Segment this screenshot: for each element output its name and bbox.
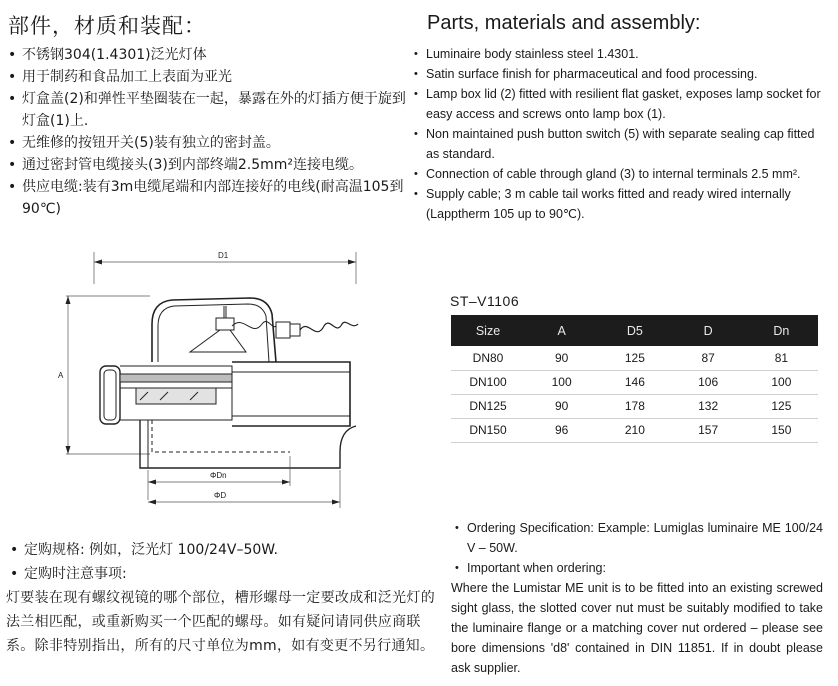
- list-item: • 灯盒盖(2)和弹性平垫圈装在一起，暴露在外的灯插方便于旋到灯盒(1)上.: [6, 88, 416, 132]
- luminaire-technical-drawing: [40, 244, 430, 516]
- table-cell: 87: [672, 346, 745, 370]
- table-cell: 157: [672, 418, 745, 442]
- list-item: • Satin surface finish for pharmaceutical and food processing.: [414, 64, 826, 84]
- list-item: • Luminaire body stainless steel 1.4301.: [414, 44, 826, 64]
- list-item: • 定购规格: 例如，泛光灯 100/24V–50W.: [6, 538, 438, 562]
- table-header-cell: D: [672, 315, 745, 346]
- table-cell: DN100: [451, 370, 525, 394]
- specification-table: [451, 315, 818, 443]
- list-item: • Connection of cable through gland (3) to internal terminals 2.5 mm².: [414, 164, 826, 184]
- table-header-cell: Size: [451, 315, 525, 346]
- list-item: • 无维修的按钮开关(5)装有独立的密封盖。: [6, 132, 416, 154]
- list-item: • 通过密封管电缆接头(3)到内部终端2.5mm²连接电缆。: [6, 154, 416, 176]
- table-cell: 90: [525, 346, 598, 370]
- chinese-ordering-notes: [6, 538, 438, 658]
- english-section-title: Parts, materials and assembly:: [427, 12, 701, 34]
- chinese-section-title: 部件，材质和装配：: [8, 14, 206, 38]
- table-cell: DN80: [451, 346, 525, 370]
- table-cell: 150: [745, 418, 818, 442]
- list-item: • 用于制药和食品加工上表面为亚光: [6, 66, 416, 88]
- table-cell: 100: [525, 370, 598, 394]
- list-item: • 不锈钢304(1.4301)泛光灯体: [6, 44, 416, 66]
- table-row: [451, 394, 818, 418]
- table-cell: DN150: [451, 418, 525, 442]
- english-ordering-notes: [451, 518, 823, 678]
- english-parts-list: [414, 44, 826, 224]
- dimension-label-a: A: [58, 371, 64, 380]
- table-row: [451, 418, 818, 442]
- table-cell: 96: [525, 418, 598, 442]
- table-row: [451, 346, 818, 370]
- ordering-paragraph: Where the Lumistar ME unit is to be fitted into an existing screwed sight glass, the slotted cover nut must be suitably modified to take the luminaire flange or a matching cover nut ordered – please see bore dimensions 'd8' contained in DIN 11851. If in doubt please ask supplier.: [451, 581, 823, 675]
- table-cell: 106: [672, 370, 745, 394]
- model-number: ST–V1106: [450, 293, 520, 309]
- list-item: • 供应电缆:装有3m电缆尾端和内部连接好的电线(耐高温105到90℃): [6, 176, 416, 220]
- list-item: • Important when ordering:: [451, 558, 823, 578]
- table-header-cell: D5: [598, 315, 671, 346]
- table-header-row: [451, 315, 818, 346]
- list-item: • Lamp box lid (2) fitted with resilient flat gasket, exposes lamp socket for easy access and screws onto lamp box (1).: [414, 84, 826, 124]
- dimension-label-d1: D1: [218, 251, 229, 260]
- table-cell: 100: [745, 370, 818, 394]
- dimension-label-dn: ΦDn: [210, 471, 227, 480]
- list-item: • Non maintained push button switch (5) with separate sealing cap fitted as standard.: [414, 124, 826, 164]
- chinese-parts-list: [6, 44, 416, 220]
- table-cell: 81: [745, 346, 818, 370]
- dimension-label-d: ΦD: [214, 491, 227, 500]
- table-cell: 146: [598, 370, 671, 394]
- table-cell: 178: [598, 394, 671, 418]
- list-item: • 定购时注意事项:: [6, 562, 438, 586]
- ordering-paragraph: 灯要装在现有螺纹视镜的哪个部位，槽形螺母一定要改成和泛光灯的法兰相匹配，或重新购买一个匹配的螺母。如有疑问请同供应商联系。除非特别指出，所有的尺寸单位为mm，如有变更不另行通知。: [6, 590, 435, 654]
- table-cell: 90: [525, 394, 598, 418]
- table-cell: 132: [672, 394, 745, 418]
- table-cell: 210: [598, 418, 671, 442]
- list-item: • Supply cable; 3 m cable tail works fitted and ready wired internally (Lapptherm 105 up to 90℃).: [414, 184, 826, 224]
- table-cell: DN125: [451, 394, 525, 418]
- table-header-cell: A: [525, 315, 598, 346]
- table-row: [451, 370, 818, 394]
- table-cell: 125: [745, 394, 818, 418]
- table-cell: 125: [598, 346, 671, 370]
- table-header-cell: Dn: [745, 315, 818, 346]
- list-item: • Ordering Specification: Example: Lumiglas luminaire ME 100/24 V – 50W.: [451, 518, 823, 558]
